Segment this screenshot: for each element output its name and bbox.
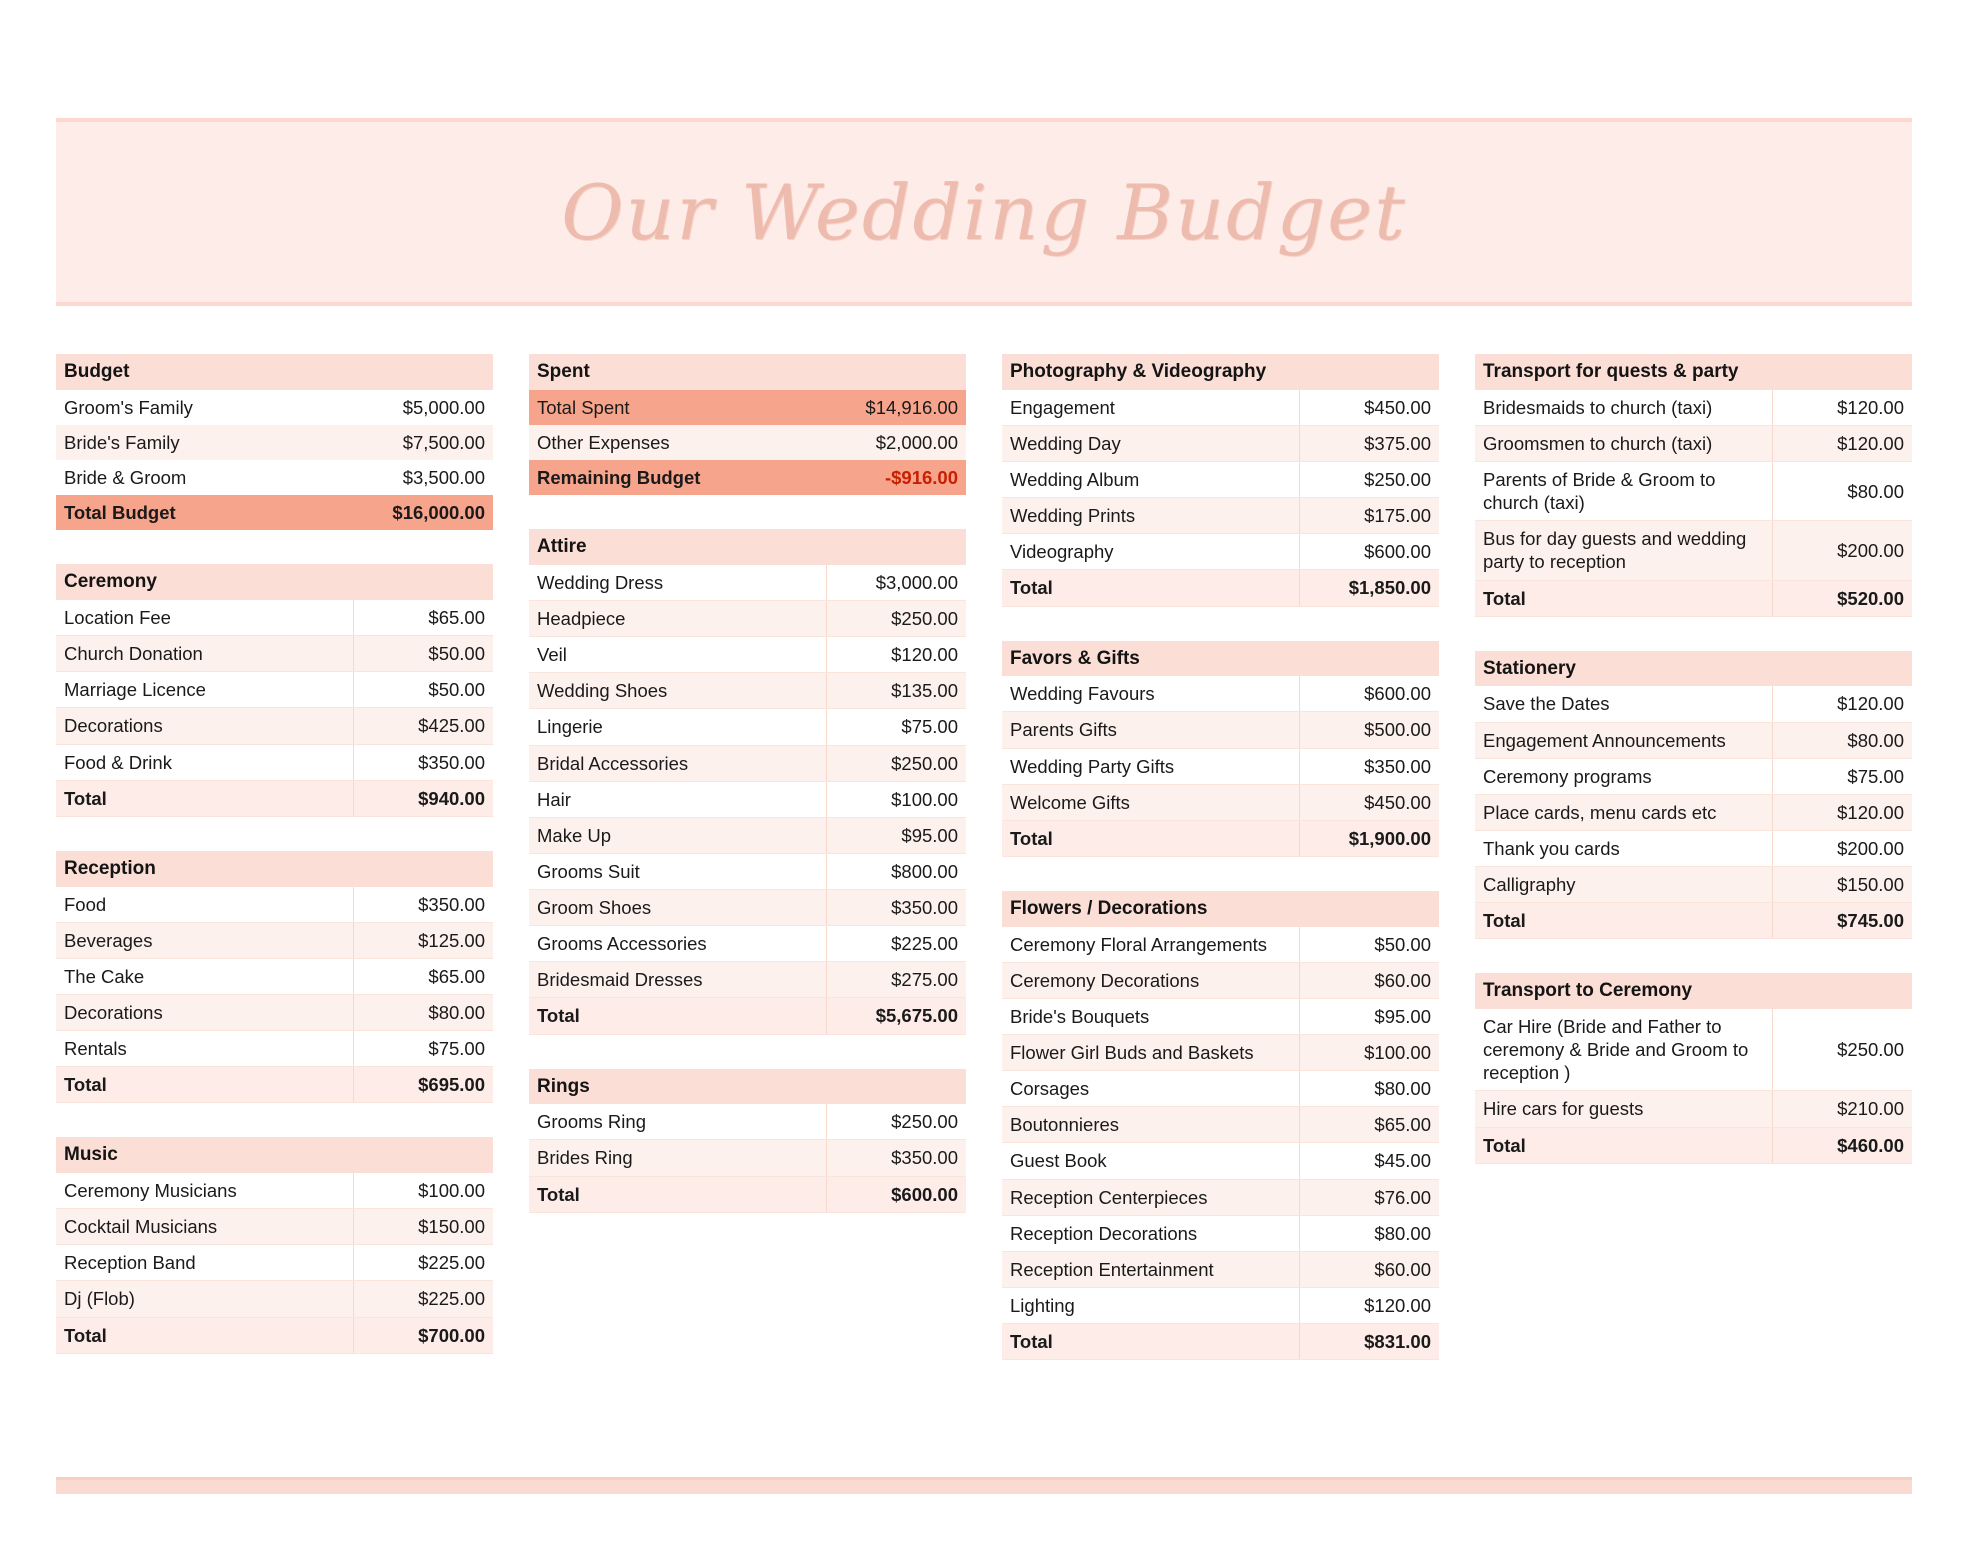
row-amount: $5,000.00 bbox=[353, 390, 493, 425]
row-amount: $95.00 bbox=[826, 817, 966, 853]
table-row bbox=[1002, 784, 1439, 820]
table-row bbox=[1475, 722, 1912, 758]
section-header-row bbox=[56, 354, 493, 390]
table-row bbox=[1475, 425, 1912, 461]
table-row bbox=[529, 460, 966, 495]
row-amount: $275.00 bbox=[826, 962, 966, 998]
row-label: Total bbox=[56, 780, 353, 816]
row-amount: $350.00 bbox=[1299, 748, 1439, 784]
row-amount: $16,000.00 bbox=[353, 495, 493, 530]
row-label: Marriage Licence bbox=[56, 672, 353, 708]
row-amount: $75.00 bbox=[826, 709, 966, 745]
row-amount: $75.00 bbox=[353, 1031, 493, 1067]
row-label: Wedding Dress bbox=[529, 565, 826, 601]
row-label: Total bbox=[1475, 903, 1772, 939]
page-title: Our Wedding Budget bbox=[561, 167, 1407, 257]
row-label: Engagement Announcements bbox=[1475, 722, 1772, 758]
table-row bbox=[56, 495, 493, 530]
row-label: Make Up bbox=[529, 817, 826, 853]
table-row bbox=[1002, 1035, 1439, 1071]
row-amount: $745.00 bbox=[1772, 903, 1912, 939]
budget-section-photography-videography bbox=[1002, 354, 1439, 607]
row-label: Hire cars for guests bbox=[1475, 1091, 1772, 1127]
row-label: Veil bbox=[529, 637, 826, 673]
table-row bbox=[1475, 580, 1912, 616]
row-label: Wedding Favours bbox=[1002, 676, 1299, 712]
table-row bbox=[529, 998, 966, 1034]
row-amount: $500.00 bbox=[1299, 712, 1439, 748]
row-label: Reception Band bbox=[56, 1245, 353, 1281]
budget-table bbox=[1002, 641, 1439, 857]
table-row bbox=[1475, 794, 1912, 830]
row-amount: $120.00 bbox=[1772, 794, 1912, 830]
table-row bbox=[529, 390, 966, 425]
row-label: Total bbox=[1002, 570, 1299, 606]
table-row bbox=[56, 1281, 493, 1317]
row-amount: $600.00 bbox=[1299, 676, 1439, 712]
budget-section-budget bbox=[56, 354, 493, 530]
table-row bbox=[529, 853, 966, 889]
table-row bbox=[1475, 758, 1912, 794]
row-label: Total Spent bbox=[529, 390, 826, 425]
budget-table bbox=[56, 354, 493, 530]
section-header-row bbox=[56, 1137, 493, 1173]
table-row bbox=[56, 672, 493, 708]
table-row bbox=[56, 390, 493, 425]
table-row bbox=[1475, 1127, 1912, 1163]
row-amount: $80.00 bbox=[1772, 722, 1912, 758]
section-header-label: Budget bbox=[56, 354, 493, 390]
table-row bbox=[1002, 1324, 1439, 1360]
section-header-label: Ceremony bbox=[56, 564, 493, 600]
row-label: Bride & Groom bbox=[56, 460, 353, 495]
row-label: Wedding Shoes bbox=[529, 673, 826, 709]
row-label: Bus for day guests and wedding party to reception bbox=[1475, 521, 1772, 580]
row-amount: $120.00 bbox=[1772, 390, 1912, 426]
row-label: Total bbox=[529, 998, 826, 1034]
row-amount: $600.00 bbox=[826, 1176, 966, 1212]
table-row bbox=[529, 890, 966, 926]
row-amount: $210.00 bbox=[1772, 1091, 1912, 1127]
row-label: Lingerie bbox=[529, 709, 826, 745]
wedding-budget-page bbox=[0, 118, 1968, 1542]
table-row bbox=[56, 922, 493, 958]
row-label: Ceremony programs bbox=[1475, 758, 1772, 794]
table-row bbox=[1002, 570, 1439, 606]
row-label: Grooms Accessories bbox=[529, 926, 826, 962]
row-amount: $250.00 bbox=[826, 1104, 966, 1140]
table-row bbox=[56, 1317, 493, 1353]
row-label: Other Expenses bbox=[529, 425, 826, 460]
row-label: Boutonnieres bbox=[1002, 1107, 1299, 1143]
table-row bbox=[529, 817, 966, 853]
budget-table bbox=[1002, 354, 1439, 607]
row-amount: $50.00 bbox=[353, 636, 493, 672]
row-amount: $80.00 bbox=[1299, 1215, 1439, 1251]
row-amount: $150.00 bbox=[353, 1209, 493, 1245]
row-amount: $80.00 bbox=[353, 994, 493, 1030]
budget-section-spent bbox=[529, 354, 966, 495]
row-label: Food & Drink bbox=[56, 744, 353, 780]
table-row bbox=[56, 744, 493, 780]
table-row bbox=[529, 1176, 966, 1212]
table-row bbox=[1002, 1287, 1439, 1323]
row-label: Grooms Ring bbox=[529, 1104, 826, 1140]
row-amount: $100.00 bbox=[353, 1173, 493, 1209]
row-amount: $250.00 bbox=[826, 745, 966, 781]
row-label: Reception Decorations bbox=[1002, 1215, 1299, 1251]
section-header-row bbox=[1475, 651, 1912, 687]
row-label: Wedding Day bbox=[1002, 425, 1299, 461]
row-label: Wedding Party Gifts bbox=[1002, 748, 1299, 784]
section-header-label: Transport for quests & party bbox=[1475, 354, 1912, 390]
row-label: Bride's Family bbox=[56, 425, 353, 460]
table-row bbox=[529, 1104, 966, 1140]
table-row bbox=[1002, 498, 1439, 534]
row-amount: $65.00 bbox=[353, 958, 493, 994]
row-label: Headpiece bbox=[529, 601, 826, 637]
row-label: Ceremony Decorations bbox=[1002, 962, 1299, 998]
row-label: Brides Ring bbox=[529, 1140, 826, 1176]
row-amount: $375.00 bbox=[1299, 425, 1439, 461]
row-amount: $135.00 bbox=[826, 673, 966, 709]
row-amount: $100.00 bbox=[826, 781, 966, 817]
row-amount: $350.00 bbox=[826, 1140, 966, 1176]
table-row bbox=[1475, 1091, 1912, 1127]
table-row bbox=[1002, 534, 1439, 570]
table-row bbox=[1002, 425, 1439, 461]
table-row bbox=[529, 425, 966, 460]
row-amount: $225.00 bbox=[826, 926, 966, 962]
table-row bbox=[1002, 1107, 1439, 1143]
table-row bbox=[56, 708, 493, 744]
row-amount: $50.00 bbox=[1299, 927, 1439, 963]
row-amount: $120.00 bbox=[1772, 425, 1912, 461]
table-row bbox=[529, 565, 966, 601]
table-row bbox=[56, 425, 493, 460]
row-label: Reception Entertainment bbox=[1002, 1251, 1299, 1287]
footer-divider bbox=[56, 1477, 1912, 1494]
table-row bbox=[1475, 867, 1912, 903]
row-amount: $1,850.00 bbox=[1299, 570, 1439, 606]
section-header-row bbox=[1002, 354, 1439, 390]
row-amount: $831.00 bbox=[1299, 1324, 1439, 1360]
row-label: Ceremony Floral Arrangements bbox=[1002, 927, 1299, 963]
row-label: Total bbox=[1475, 1127, 1772, 1163]
table-row bbox=[56, 1173, 493, 1209]
row-label: Location Fee bbox=[56, 600, 353, 636]
row-amount: $60.00 bbox=[1299, 1251, 1439, 1287]
table-row bbox=[529, 1140, 966, 1176]
row-label: Welcome Gifts bbox=[1002, 784, 1299, 820]
table-row bbox=[56, 887, 493, 923]
table-row bbox=[529, 962, 966, 998]
row-amount: $50.00 bbox=[353, 672, 493, 708]
table-row bbox=[529, 781, 966, 817]
budget-section-favors-gifts bbox=[1002, 641, 1439, 857]
table-row bbox=[1002, 712, 1439, 748]
row-label: Groom Shoes bbox=[529, 890, 826, 926]
row-label: Reception Centerpieces bbox=[1002, 1179, 1299, 1215]
row-label: Hair bbox=[529, 781, 826, 817]
budget-column bbox=[1002, 354, 1439, 1394]
section-header-label: Photography & Videography bbox=[1002, 354, 1439, 390]
row-label: Ceremony Musicians bbox=[56, 1173, 353, 1209]
row-amount: $150.00 bbox=[1772, 867, 1912, 903]
row-amount: $65.00 bbox=[1299, 1107, 1439, 1143]
table-row bbox=[1002, 962, 1439, 998]
row-label: Bride's Bouquets bbox=[1002, 998, 1299, 1034]
budget-table bbox=[56, 851, 493, 1104]
section-header-row bbox=[1002, 891, 1439, 927]
row-amount: $60.00 bbox=[1299, 962, 1439, 998]
title-banner bbox=[56, 118, 1912, 306]
row-amount: $1,900.00 bbox=[1299, 820, 1439, 856]
table-row bbox=[1002, 1179, 1439, 1215]
section-header-label: Attire bbox=[529, 529, 966, 565]
budget-table bbox=[56, 1137, 493, 1353]
section-header-row bbox=[56, 851, 493, 887]
row-amount: $45.00 bbox=[1299, 1143, 1439, 1179]
row-amount: $65.00 bbox=[353, 600, 493, 636]
table-row bbox=[1475, 686, 1912, 722]
budget-table bbox=[529, 354, 966, 495]
budget-table bbox=[56, 564, 493, 817]
budget-table bbox=[1002, 891, 1439, 1360]
row-label: Wedding Album bbox=[1002, 462, 1299, 498]
row-amount: $80.00 bbox=[1299, 1071, 1439, 1107]
table-row bbox=[1475, 462, 1912, 521]
table-row bbox=[529, 709, 966, 745]
row-label: Dj (Flob) bbox=[56, 1281, 353, 1317]
table-row bbox=[1002, 676, 1439, 712]
row-label: Calligraphy bbox=[1475, 867, 1772, 903]
row-label: Parents of Bride & Groom to church (taxi) bbox=[1475, 462, 1772, 521]
table-row bbox=[56, 1067, 493, 1103]
table-row bbox=[56, 994, 493, 1030]
row-label: Total bbox=[529, 1176, 826, 1212]
table-row bbox=[529, 745, 966, 781]
row-label: Total bbox=[56, 1317, 353, 1353]
row-label: Rentals bbox=[56, 1031, 353, 1067]
row-amount: $250.00 bbox=[1299, 462, 1439, 498]
row-amount: $3,500.00 bbox=[353, 460, 493, 495]
table-row bbox=[1002, 462, 1439, 498]
row-label: Corsages bbox=[1002, 1071, 1299, 1107]
row-amount: $5,675.00 bbox=[826, 998, 966, 1034]
section-header-row bbox=[1002, 641, 1439, 677]
budget-section-stationery bbox=[1475, 651, 1912, 940]
row-label: Lighting bbox=[1002, 1287, 1299, 1323]
row-amount: $225.00 bbox=[353, 1245, 493, 1281]
row-amount: $80.00 bbox=[1772, 462, 1912, 521]
section-header-row bbox=[529, 1069, 966, 1105]
row-amount: $450.00 bbox=[1299, 390, 1439, 426]
row-label: Groom's Family bbox=[56, 390, 353, 425]
row-amount: $350.00 bbox=[353, 744, 493, 780]
budget-section-attire bbox=[529, 529, 966, 1034]
budget-section-ceremony bbox=[56, 564, 493, 817]
row-amount: $14,916.00 bbox=[826, 390, 966, 425]
budget-section-transport-to-ceremony bbox=[1475, 973, 1912, 1163]
section-header-label: Stationery bbox=[1475, 651, 1912, 687]
table-row bbox=[1475, 903, 1912, 939]
row-amount: $425.00 bbox=[353, 708, 493, 744]
row-label: Car Hire (Bride and Father to ceremony & Bride and Groom to reception ) bbox=[1475, 1009, 1772, 1091]
section-header-label: Transport to Ceremony bbox=[1475, 973, 1912, 1009]
row-amount: $200.00 bbox=[1772, 830, 1912, 866]
row-label: Parents Gifts bbox=[1002, 712, 1299, 748]
row-amount: $800.00 bbox=[826, 853, 966, 889]
row-amount: $695.00 bbox=[353, 1067, 493, 1103]
row-amount: $460.00 bbox=[1772, 1127, 1912, 1163]
table-row bbox=[56, 600, 493, 636]
table-row bbox=[529, 673, 966, 709]
budget-column bbox=[1475, 354, 1912, 1198]
row-amount: $120.00 bbox=[1772, 686, 1912, 722]
row-amount: $200.00 bbox=[1772, 521, 1912, 580]
budget-section-music bbox=[56, 1137, 493, 1353]
row-amount: $450.00 bbox=[1299, 784, 1439, 820]
row-label: Guest Book bbox=[1002, 1143, 1299, 1179]
table-row bbox=[1002, 927, 1439, 963]
table-row bbox=[1002, 748, 1439, 784]
budget-table bbox=[1475, 651, 1912, 940]
section-header-label: Spent bbox=[529, 354, 966, 390]
row-label: Church Donation bbox=[56, 636, 353, 672]
row-label: Bridal Accessories bbox=[529, 745, 826, 781]
budget-column bbox=[56, 354, 493, 1388]
section-header-row bbox=[1475, 354, 1912, 390]
table-row bbox=[56, 1031, 493, 1067]
table-row bbox=[56, 780, 493, 816]
row-amount: $100.00 bbox=[1299, 1035, 1439, 1071]
row-label: Beverages bbox=[56, 922, 353, 958]
row-label: Total bbox=[1475, 580, 1772, 616]
table-row bbox=[529, 637, 966, 673]
row-label: Thank you cards bbox=[1475, 830, 1772, 866]
row-label: Save the Dates bbox=[1475, 686, 1772, 722]
row-amount: $76.00 bbox=[1299, 1179, 1439, 1215]
table-row bbox=[1002, 390, 1439, 426]
table-row bbox=[56, 1209, 493, 1245]
row-amount: $250.00 bbox=[826, 601, 966, 637]
table-row bbox=[1002, 820, 1439, 856]
row-amount: $95.00 bbox=[1299, 998, 1439, 1034]
row-label: Flower Girl Buds and Baskets bbox=[1002, 1035, 1299, 1071]
section-header-row bbox=[529, 354, 966, 390]
budget-column bbox=[529, 354, 966, 1247]
budget-section-transport-guests-party bbox=[1475, 354, 1912, 617]
row-amount: $700.00 bbox=[353, 1317, 493, 1353]
budget-section-reception bbox=[56, 851, 493, 1104]
row-amount: $75.00 bbox=[1772, 758, 1912, 794]
row-amount: $350.00 bbox=[353, 887, 493, 923]
section-header-label: Reception bbox=[56, 851, 493, 887]
section-header-label: Music bbox=[56, 1137, 493, 1173]
row-label: Groomsmen to church (taxi) bbox=[1475, 425, 1772, 461]
table-row bbox=[56, 958, 493, 994]
row-amount: $2,000.00 bbox=[826, 425, 966, 460]
row-label: Grooms Suit bbox=[529, 853, 826, 889]
row-label: Total bbox=[56, 1067, 353, 1103]
row-amount: $520.00 bbox=[1772, 580, 1912, 616]
row-label: Total bbox=[1002, 820, 1299, 856]
row-label: Wedding Prints bbox=[1002, 498, 1299, 534]
section-header-row bbox=[1475, 973, 1912, 1009]
table-row bbox=[1475, 830, 1912, 866]
row-amount: $175.00 bbox=[1299, 498, 1439, 534]
budget-table bbox=[1475, 354, 1912, 617]
row-amount: $3,000.00 bbox=[826, 565, 966, 601]
row-label: Videography bbox=[1002, 534, 1299, 570]
section-header-row bbox=[529, 529, 966, 565]
budget-section-rings bbox=[529, 1069, 966, 1213]
row-amount: $940.00 bbox=[353, 780, 493, 816]
row-label: Food bbox=[56, 887, 353, 923]
table-row bbox=[1002, 1251, 1439, 1287]
row-amount: $120.00 bbox=[1299, 1287, 1439, 1323]
budget-columns bbox=[56, 354, 1912, 1394]
row-label: Engagement bbox=[1002, 390, 1299, 426]
row-label: Cocktail Musicians bbox=[56, 1209, 353, 1245]
row-amount: $225.00 bbox=[353, 1281, 493, 1317]
row-amount: $350.00 bbox=[826, 890, 966, 926]
table-row bbox=[1002, 1143, 1439, 1179]
table-row bbox=[1475, 390, 1912, 426]
table-row bbox=[1475, 1009, 1912, 1091]
budget-section-flowers-decorations bbox=[1002, 891, 1439, 1360]
table-row bbox=[529, 926, 966, 962]
budget-table bbox=[529, 1069, 966, 1213]
row-amount: $120.00 bbox=[826, 637, 966, 673]
row-label: Bridesmaid Dresses bbox=[529, 962, 826, 998]
section-header-row bbox=[56, 564, 493, 600]
table-row bbox=[1002, 1215, 1439, 1251]
row-amount: $250.00 bbox=[1772, 1009, 1912, 1091]
row-label: Remaining Budget bbox=[529, 460, 826, 495]
row-label: Decorations bbox=[56, 994, 353, 1030]
budget-table bbox=[529, 529, 966, 1034]
table-row bbox=[56, 460, 493, 495]
table-row bbox=[529, 601, 966, 637]
row-amount: -$916.00 bbox=[826, 460, 966, 495]
table-row bbox=[56, 1245, 493, 1281]
row-label: Total Budget bbox=[56, 495, 353, 530]
table-row bbox=[1002, 1071, 1439, 1107]
row-amount: $7,500.00 bbox=[353, 425, 493, 460]
row-amount: $125.00 bbox=[353, 922, 493, 958]
table-row bbox=[56, 636, 493, 672]
table-row bbox=[1002, 998, 1439, 1034]
row-label: The Cake bbox=[56, 958, 353, 994]
row-label: Place cards, menu cards etc bbox=[1475, 794, 1772, 830]
budget-table bbox=[1475, 973, 1912, 1163]
row-label: Decorations bbox=[56, 708, 353, 744]
section-header-label: Flowers / Decorations bbox=[1002, 891, 1439, 927]
section-header-label: Favors & Gifts bbox=[1002, 641, 1439, 677]
section-header-label: Rings bbox=[529, 1069, 966, 1105]
row-amount: $600.00 bbox=[1299, 534, 1439, 570]
table-row bbox=[1475, 521, 1912, 580]
row-label: Total bbox=[1002, 1324, 1299, 1360]
row-label: Bridesmaids to church (taxi) bbox=[1475, 390, 1772, 426]
